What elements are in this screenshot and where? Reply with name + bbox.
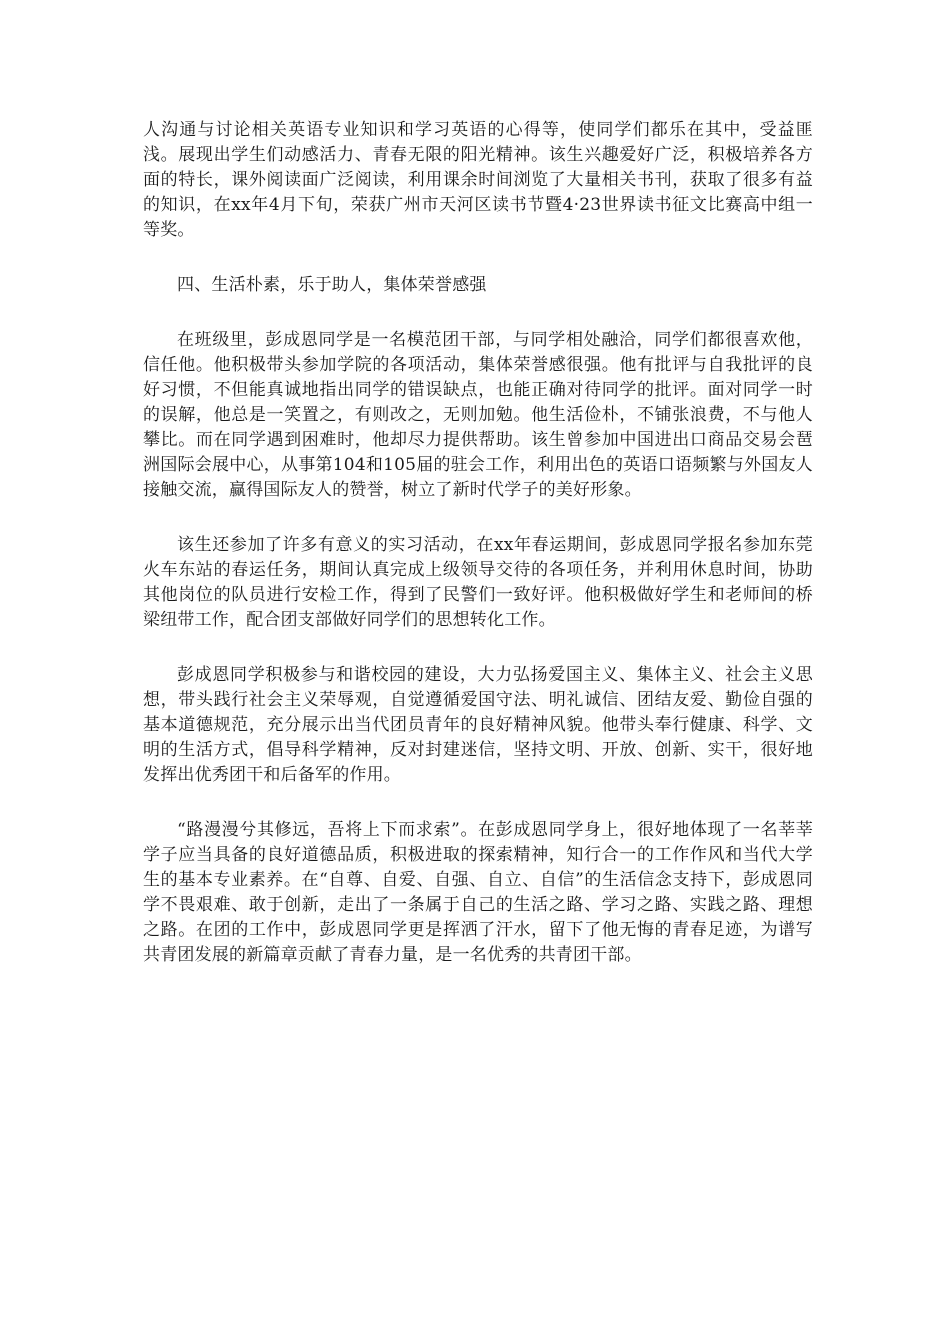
- paragraph-continuation: 人沟通与讨论相关英语专业知识和学习英语的心得等，使同学们都乐在其中，受益匪浅。展现出学生们动感活力、青春无限的阳光精神。该生兴趣爱好广泛，积极培养各方面的特长，课外阅读面广泛阅读，利用课余时间浏览了大量相关书刊，获取了很多有益的知识，在xx年4月下旬，荣获广州市天河区读书节暨4·23世界读书征文比赛高中组一等奖。: [143, 120, 813, 240]
- paragraph: “路漫漫兮其修远，吾将上下而求索”。在彭成恩同学身上，很好地体现了一名莘莘学子应当具备的良好道德品质，积极进取的探索精神，知行合一的工作作风和当代大学生的基本专业素养。在“自尊、自爱、自强、自立、自信”的生活信念支持下，彭成恩同学不畏艰难、敢于创新，走出了一条属于自己的生活之路、学习之路、实践之路、理想之路。在团的工作中，彭成恩同学更是挥洒了汗水，留下了他无悔的青春足迹，为谱写共青团发展的新篇章贡献了青春力量，是一名优秀的共青团干部。: [143, 820, 813, 965]
- paragraph: 该生还参加了许多有意义的实习活动，在xx年春运期间，彭成恩同学报名参加东莞火车东站的春运任务，期间认真完成上级领导交待的各项任务，并利用休息时间，协助其他岗位的队员进行安检工作，得到了民警们一致好评。他积极做好学生和老师间的桥梁纽带工作，配合团支部做好同学们的思想转化工作。: [143, 535, 813, 630]
- paragraph: 在班级里，彭成恩同学是一名模范团干部，与同学相处融洽，同学们都很喜欢他，信任他。他积极带头参加学院的各项活动，集体荣誉感很强。他有批评与自我批评的良好习惯，不但能真诚地指出同学的错误缺点，也能正确对待同学的批评。面对同学一时的误解，他总是一笑置之，有则改之，无则加勉。他生活俭朴，不铺张浪费，不与他人攀比。而在同学遇到困难时，他却尽力提供帮助。该生曾参加中国进出口商品交易会琶洲国际会展中心，从事第104和105届的驻会工作，利用出色的英语口语频繁与外国友人接触交流，赢得国际友人的赞誉，树立了新时代学子的美好形象。: [143, 330, 813, 500]
- section-heading: 四、生活朴素，乐于助人，集体荣誉感强: [177, 275, 487, 295]
- paragraph: 彭成恩同学积极参与和谐校园的建设，大力弘扬爱国主义、集体主义、社会主义思想，带头践行社会主义荣辱观，自觉遵循爱国守法、明礼诚信、团结友爱、勤俭自强的基本道德规范，充分展示出当代团员青年的良好精神风貌。他带头奉行健康、科学、文明的生活方式，倡导科学精神，反对封建迷信，坚持文明、开放、创新、实干，很好地发挥出优秀团干和后备军的作用。: [143, 665, 813, 785]
- document-page: [143, 118, 813, 998]
